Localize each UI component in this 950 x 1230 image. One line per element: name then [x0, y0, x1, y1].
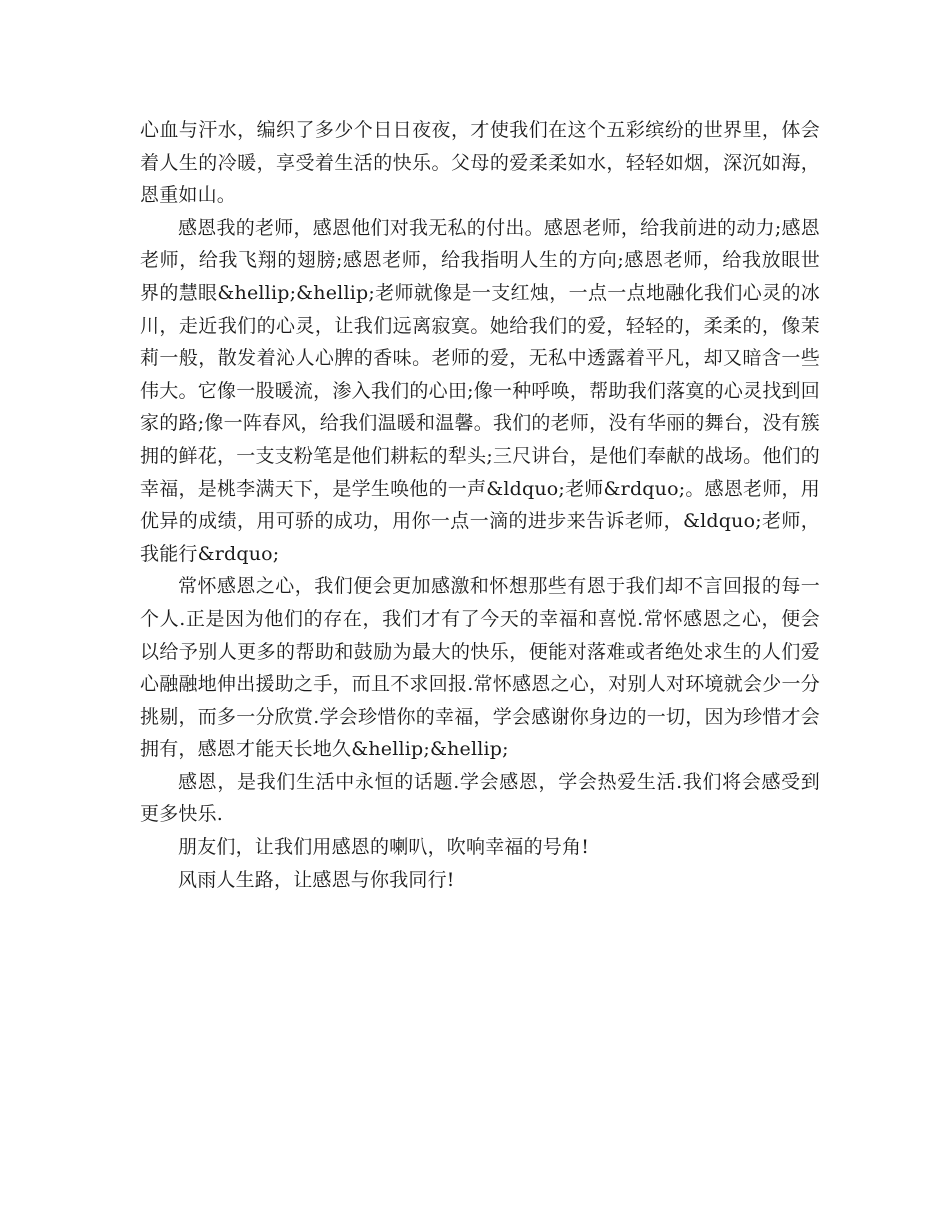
paragraph-6: 风雨人生路，让感恩与你我同行! [178, 868, 455, 891]
paragraph-3: 常怀感恩之心，我们便会更加感激和怀想那些有恩于我们却不言回报的每一个人.正是因为他们的存在，我们才有了今天的幸福和喜悦.常怀感恩之心，便会以给予别人更多的帮助和鼓励为最大的快乐，便能对落难或者绝处求生的人们爱心融融地伸出援助之手，而且不求回报.常怀感恩之心，对别人对环境就会少一分挑剔，而多一分欣赏.学会珍惜你的幸福，学会感谢你身边的一切，因为珍惜才会拥有，感恩才能天长地久&hellip;&hellip; [140, 575, 820, 761]
paragraph-4: 感恩，是我们生活中永恒的话题.学会感恩，学会热爱生活.我们将会感受到更多快乐. [140, 770, 820, 826]
document-body [140, 114, 820, 896]
paragraph-5: 朋友们，让我们用感恩的喇叭，吹响幸福的号角! [178, 836, 590, 859]
paragraph-1: 心血与汗水，编织了多少个日日夜夜，才使我们在这个五彩缤纷的世界里，体会着人生的冷暖，享受着生活的快乐。父母的爱柔柔如水，轻轻如烟，深沉如海，恩重如山。 [140, 119, 820, 207]
paragraph-2: 感恩我的老师，感恩他们对我无私的付出。感恩老师，给我前进的动力;感恩老师，给我飞翔的翅膀;感恩老师，给我指明人生的方向;感恩老师，给我放眼世界的慧眼&hellip;&hellip;老师就像是一支红烛，一点一点地融化我们心灵的冰川，走近我们的心灵，让我们远离寂寞。她给我们的爱，轻轻的，柔柔的，像茉莉一般，散发着沁人心脾的香味。老师的爱，无私中透露着平凡，却又暗含一些伟大。它像一股暖流，渗入我们的心田;像一种呼唤，帮助我们落寞的心灵找到回家的路;像一阵春风，给我们温暖和温馨。我们的老师，没有华丽的舞台，没有簇拥的鲜花，一支支粉笔是他们耕耘的犁头;三尺讲台，是他们奉献的战场。他们的幸福，是桃李满天下，是学生唤他的一声&ldquo;老师&rdquo;。感恩老师，用优异的成绩，用可骄的成功，用你一点一滴的进步来告诉老师，&ldquo;老师，我能行&rdquo; [140, 216, 820, 565]
